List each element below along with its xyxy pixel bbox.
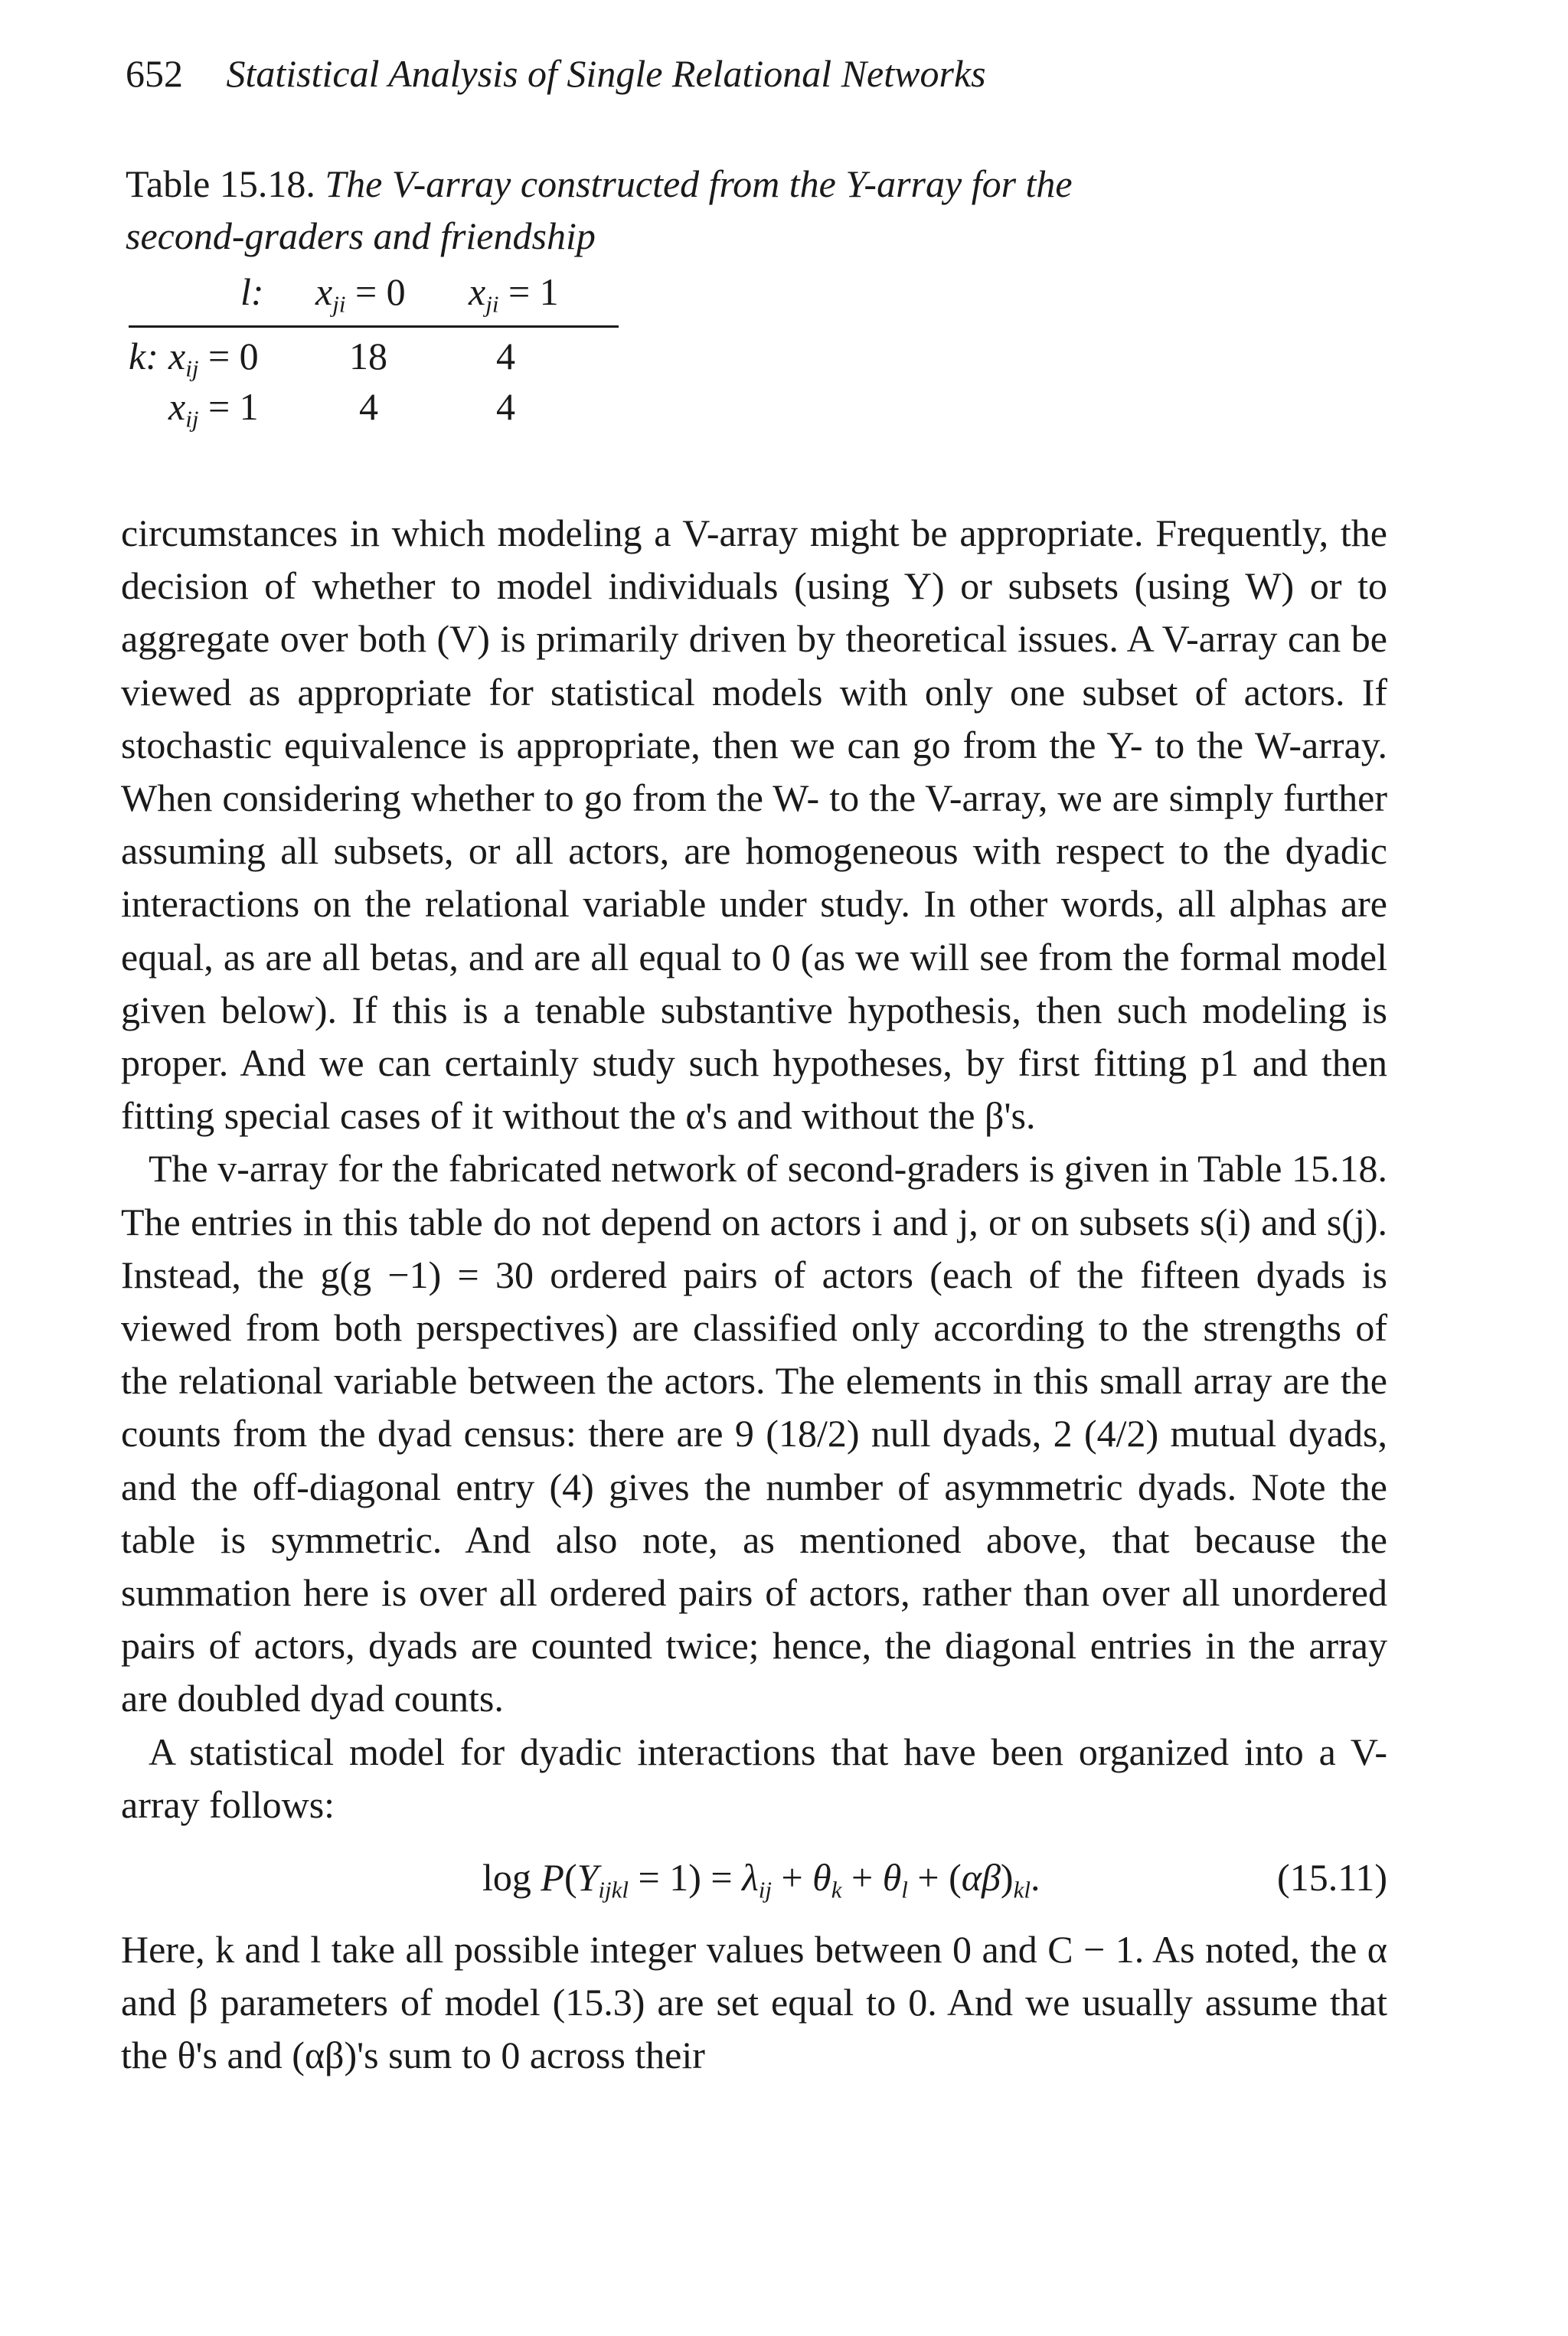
paragraph: circumstances in which modeling a V-array might be appropriate. Frequently, the decision of whether to model individuals (using Y) or subsets (using W) or to aggregate over both (V) is primarily driven by theoretical issues. A V-array can be viewed as appropriate for statistical models with only one subset of actors. If stochastic equivalence is appropriate, then we can go from the Y- to the W-array. When considering whether to go from the W- to the V-array, we are simply further assuming all subsets, or all actors, are homogeneous with respect to the dyadic interactions on the relational variable under study. In other words, all alphas are equal, as are all betas, and are all equal to 0 (as we will see from the formal model given below). If this is a tenable substantive hypothesis, then such modeling is proper. And we can certainly study such hypotheses, by first fitting p1 and then fitting special cases of it without the α's and without the β's.	[121, 511, 1387, 1138]
paragraph: The v-array for the fabricated network of second-graders is given in Table 15.18. The entries in this table do not depend on actors i and j, or on subsets s(i) and s(j). Instead, the g(g −1) = 30 ordered pairs of actors (each of the fifteen dyads is viewed from both perspectives) are classified only according to the strengths of the relational variable between the actors. The elements in this small array are the counts from the dyad census: there are 9 (18/2) null dyads, 2 (4/2) mutual dyads, and the off-diagonal entry (4) gives the number of asymmetric dyads. Note the table is symmetric. And also note, as mentioned above, that because the summation here is over all ordered pairs of actors, rather than over all unordered pairs of actors, dyads are counted twice; hence, the diagonal entries in the array are doubled dyad counts.	[121, 1147, 1387, 1720]
table-caption-line1: The V-array constructed from the Y-array for the	[325, 162, 1073, 205]
row-header-0: $x_{ij} = 0$	[168, 335, 259, 382]
v-array-table	[126, 264, 623, 440]
table-caption-line2: second-graders and friendship	[126, 214, 596, 257]
equation-15-11	[0, 1847, 1387, 1908]
table-cell: 18	[349, 335, 387, 377]
table-label: Table 15.18.	[126, 162, 315, 205]
running-title: Statistical Analysis of Single Relational Networks	[226, 52, 986, 95]
equation-number: (15.11)	[1277, 1856, 1387, 1900]
page-number: 652	[126, 52, 183, 95]
paragraph: Here, k and l take all possible integer values between 0 and C − 1. As noted, the α and β parameters of model (15.3) are set equal to 0. And we usually assume that the θ's and (αβ)'s sum to 0 across their	[121, 1928, 1387, 2077]
table-cell: 4	[496, 385, 515, 428]
table-cell: 4	[359, 385, 378, 428]
body-text	[121, 507, 1387, 2083]
row-header-label: k:	[129, 335, 158, 377]
table-rule	[129, 325, 619, 328]
equation-text	[0, 1847, 1, 1848]
col-header-0: $x_{ji} = 0$	[315, 270, 406, 318]
paragraph: A statistical model for dyadic interactions that have been organized into a V-array follows:	[121, 1730, 1387, 1826]
table-caption	[126, 158, 1274, 262]
row-header-1: $x_{ij} = 1$	[168, 385, 259, 433]
col-header-1: $x_{ji} = 1$	[469, 270, 559, 318]
col-header-label: l:	[240, 270, 264, 313]
table-cell: 4	[496, 335, 515, 377]
equation-body: $\log P(Y_{ijkl} = 1) = \lambda_{ij} + \theta_k + \theta_l + (\alpha\beta)_{kl}$.	[482, 1856, 1040, 1903]
page-header	[126, 51, 986, 96]
